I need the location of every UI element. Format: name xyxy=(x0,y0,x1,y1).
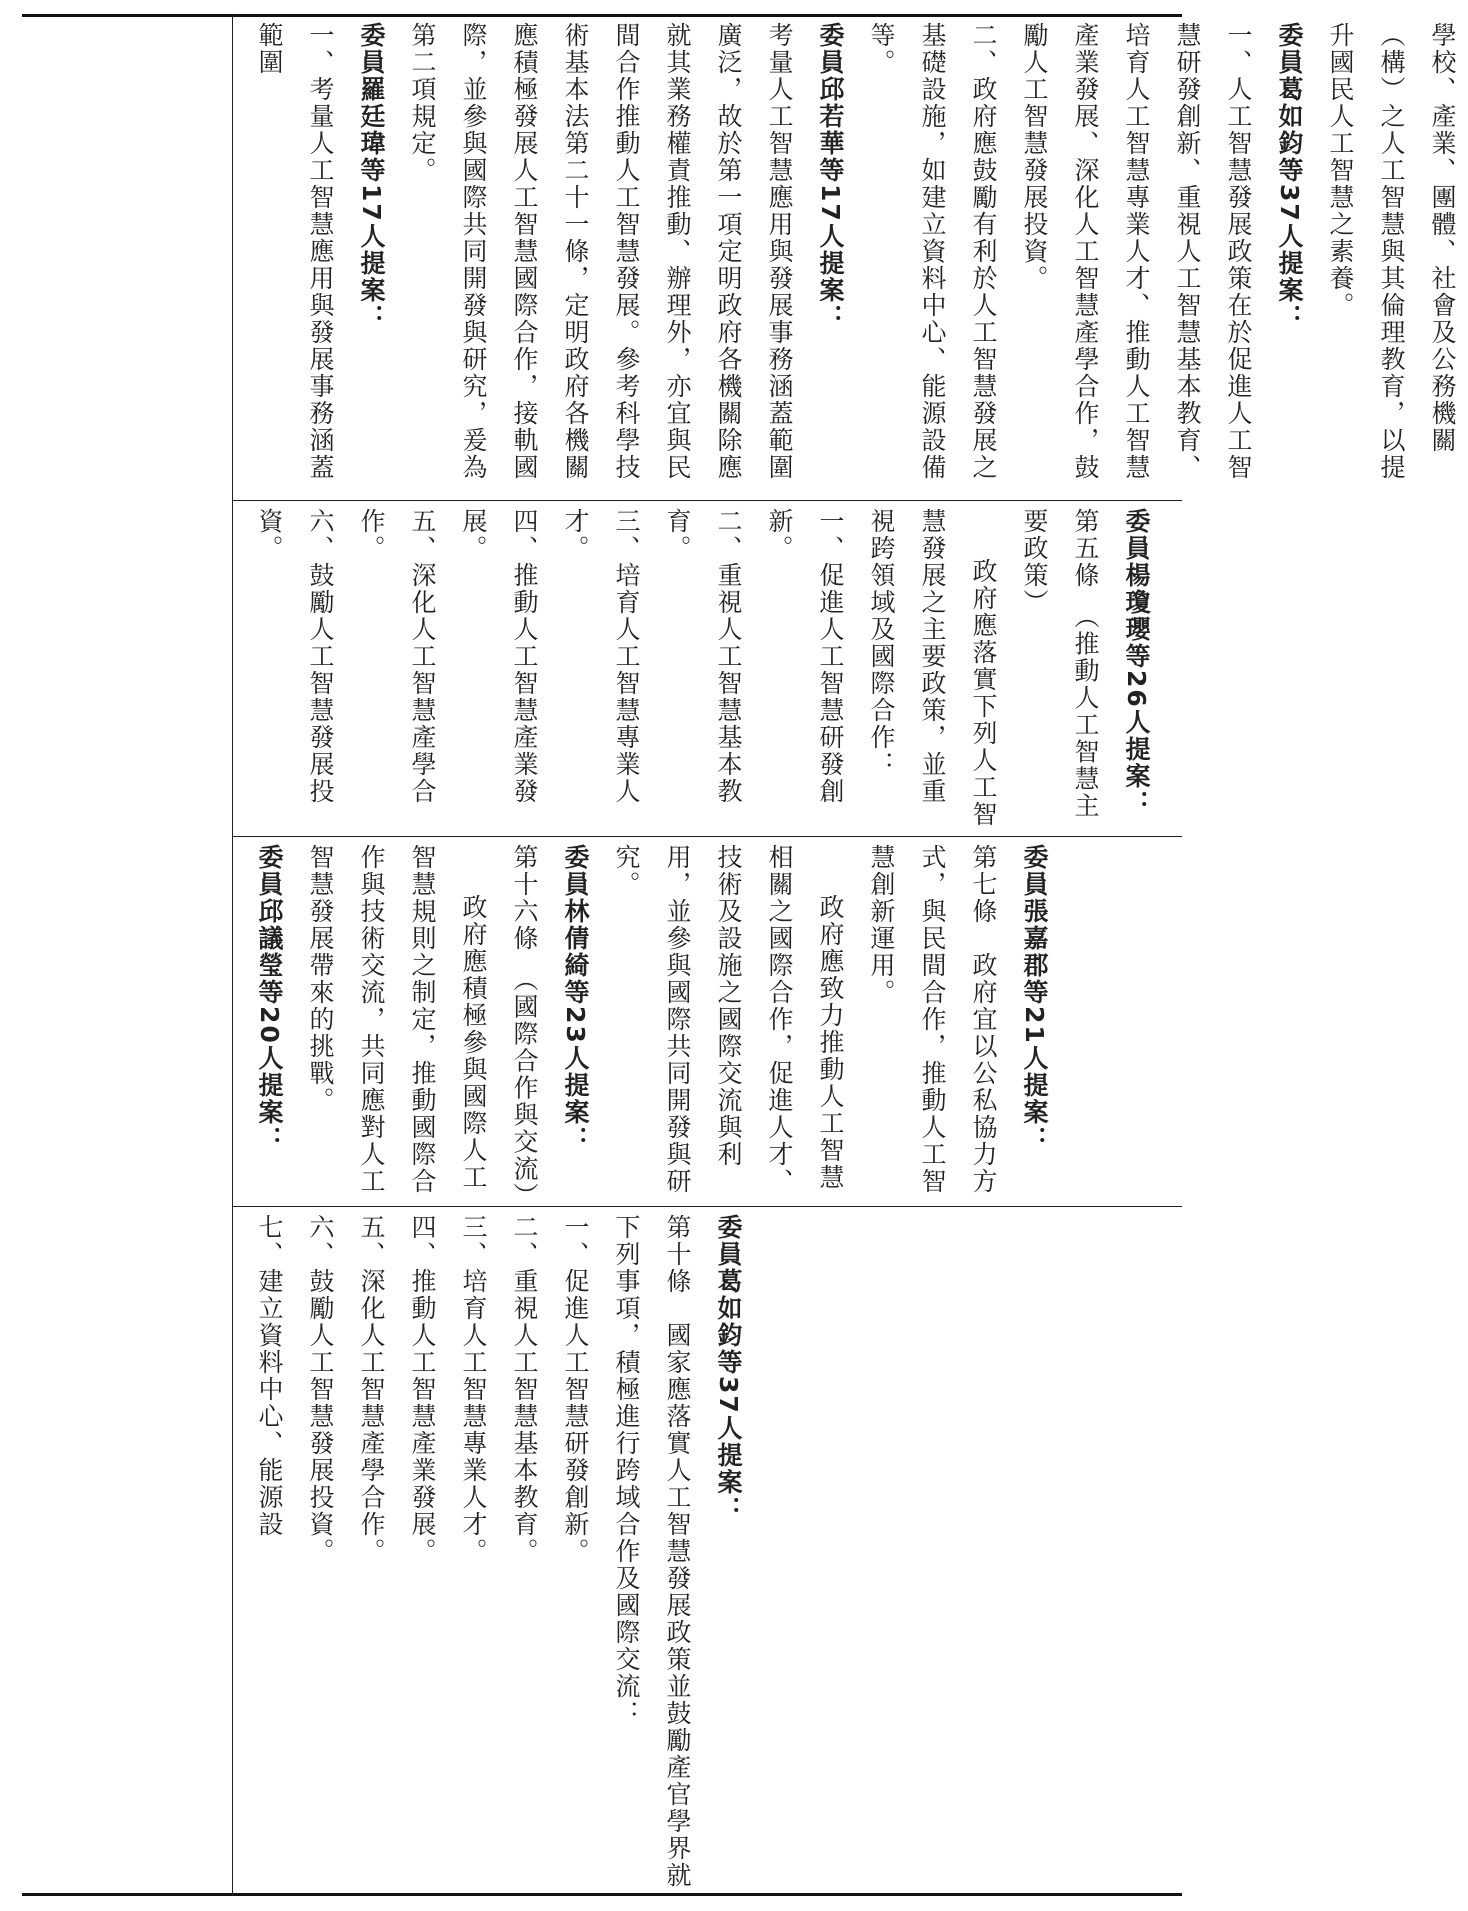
paragraph-text: 七、建立資料中心、能源設 xyxy=(255,1214,284,1538)
proposal-heading: 委員葛如鈞等37人提案： xyxy=(1275,22,1304,331)
proposal-heading: 委員張嘉郡等21人提案： xyxy=(1020,844,1049,1153)
table-cell-row-3 xyxy=(244,844,1174,1210)
paragraph-text: 六、鼓勵人工智慧發展投資。 xyxy=(255,508,335,805)
table-cell-row-4 xyxy=(244,1214,1174,1889)
paragraph-text: 五、深化人工智慧產學合作。 xyxy=(357,508,437,805)
paragraph-text: 政府應致力推動人工智慧相關之國際合作，促進人才、技術及設施之國際交流與利用，並參與國際共同開發與研究。 xyxy=(612,844,845,1195)
blank-margin-column xyxy=(22,14,227,1896)
row-divider-1 xyxy=(232,500,1182,501)
table-cell-row-2 xyxy=(244,508,1174,830)
paragraph-text: 政府應積極參與國際人工智慧規則之制定，推動國際合作與技術交流，共同應對人工智慧發展帶來的挑戰。 xyxy=(306,844,488,1195)
proposal-heading: 委員邱議瑩等20人提案： xyxy=(255,844,284,1153)
proposal-heading: 委員羅廷瑋等17人提案： xyxy=(357,22,386,331)
paragraph-text: 第五條 （推動人工智慧主要政策） xyxy=(1020,508,1100,820)
document-page xyxy=(22,14,1457,1896)
column-divider xyxy=(232,14,233,1896)
paragraph-text: 六、鼓勵人工智慧發展投資。 xyxy=(306,1214,335,1565)
paragraph-text: 四、推動人工智慧產業發展。 xyxy=(408,1214,437,1565)
cell-text-row-3 xyxy=(244,844,1060,1210)
paragraph-text: 三、培育人工智慧專業人才。 xyxy=(561,508,641,805)
paragraph-text: 三、培育人工智慧專業人才。 xyxy=(459,1214,488,1565)
paragraph-text: 第七條 政府宜以公私協力方式，與民間合作，推動人工智慧創新運用。 xyxy=(867,844,998,1195)
paragraph-text: 政府應落實下列人工智慧發展之主要政策，並重視跨領域及國際合作： xyxy=(867,508,998,828)
paragraph-text: 二、重視人工智慧基本教育。 xyxy=(663,508,743,805)
row-divider-2 xyxy=(232,836,1182,837)
table-cell-row-1 xyxy=(244,22,1457,494)
paragraph-text: 一、考量人工智慧應用與發展事務涵蓋範圍 xyxy=(255,22,335,481)
paragraph-text: 二、政府應鼓勵有利於人工智慧發展之基礎設施，如建立資料中心、能源設備等。 xyxy=(867,22,998,481)
paragraph-text: 第十六條 （國際合作與交流） xyxy=(510,844,539,1210)
proposal-heading: 委員楊瓊瓔等26人提案： xyxy=(1122,508,1151,817)
paragraph-text: 五、深化人工智慧產學合作。 xyxy=(357,1214,386,1565)
paragraph-text: 考量人工智慧應用與發展事務涵蓋範圍廣泛，故於第一項定明政府各機關除應就其業務權責推動、辦理外，亦宜與民間合作推動人工智慧發展。參考科學技術基本法第二十一條，定明政府各機關應積極發展人工智慧國際合作，接軌國際，並參與國際共同開發與研究，爰為第二項規定。 xyxy=(408,22,794,481)
paragraph-text: 二、重視人工智慧基本教育。 xyxy=(510,1214,539,1565)
cell-text-row-2 xyxy=(244,508,1162,830)
proposal-heading: 委員林倩綺等23人提案： xyxy=(561,844,590,1153)
cell-text-row-4 xyxy=(244,1214,754,1889)
paragraph-text: 四、推動人工智慧產業發展。 xyxy=(459,508,539,805)
proposal-heading: 委員葛如鈞等37人提案： xyxy=(714,1214,743,1523)
cell-text-row-1 xyxy=(244,22,1468,494)
paragraph-text: 學校、產業、團體、社會及公務機關（構）之人工智慧與其倫理教育，以提升國民人工智慧之素養。 xyxy=(1326,22,1457,481)
paragraph-text: 第十條 國家應落實人工智慧發展政策並鼓勵產官學界就下列事項，積極進行跨域合作及國際交流： xyxy=(612,1214,692,1889)
paragraph-text: 一、人工智慧發展政策在於促進人工智慧研發創新、重視人工智慧基本教育、培育人工智慧專業人才、推動人工智慧產業發展、深化人工智慧產學合作，鼓勵人工智慧發展投資。 xyxy=(1020,22,1253,481)
proposal-heading: 委員邱若華等17人提案： xyxy=(816,22,845,331)
row-divider-3 xyxy=(232,1206,1182,1207)
paragraph-text: 一、促進人工智慧研發創新。 xyxy=(765,508,845,805)
paragraph-text: 一、促進人工智慧研發創新。 xyxy=(561,1214,590,1565)
